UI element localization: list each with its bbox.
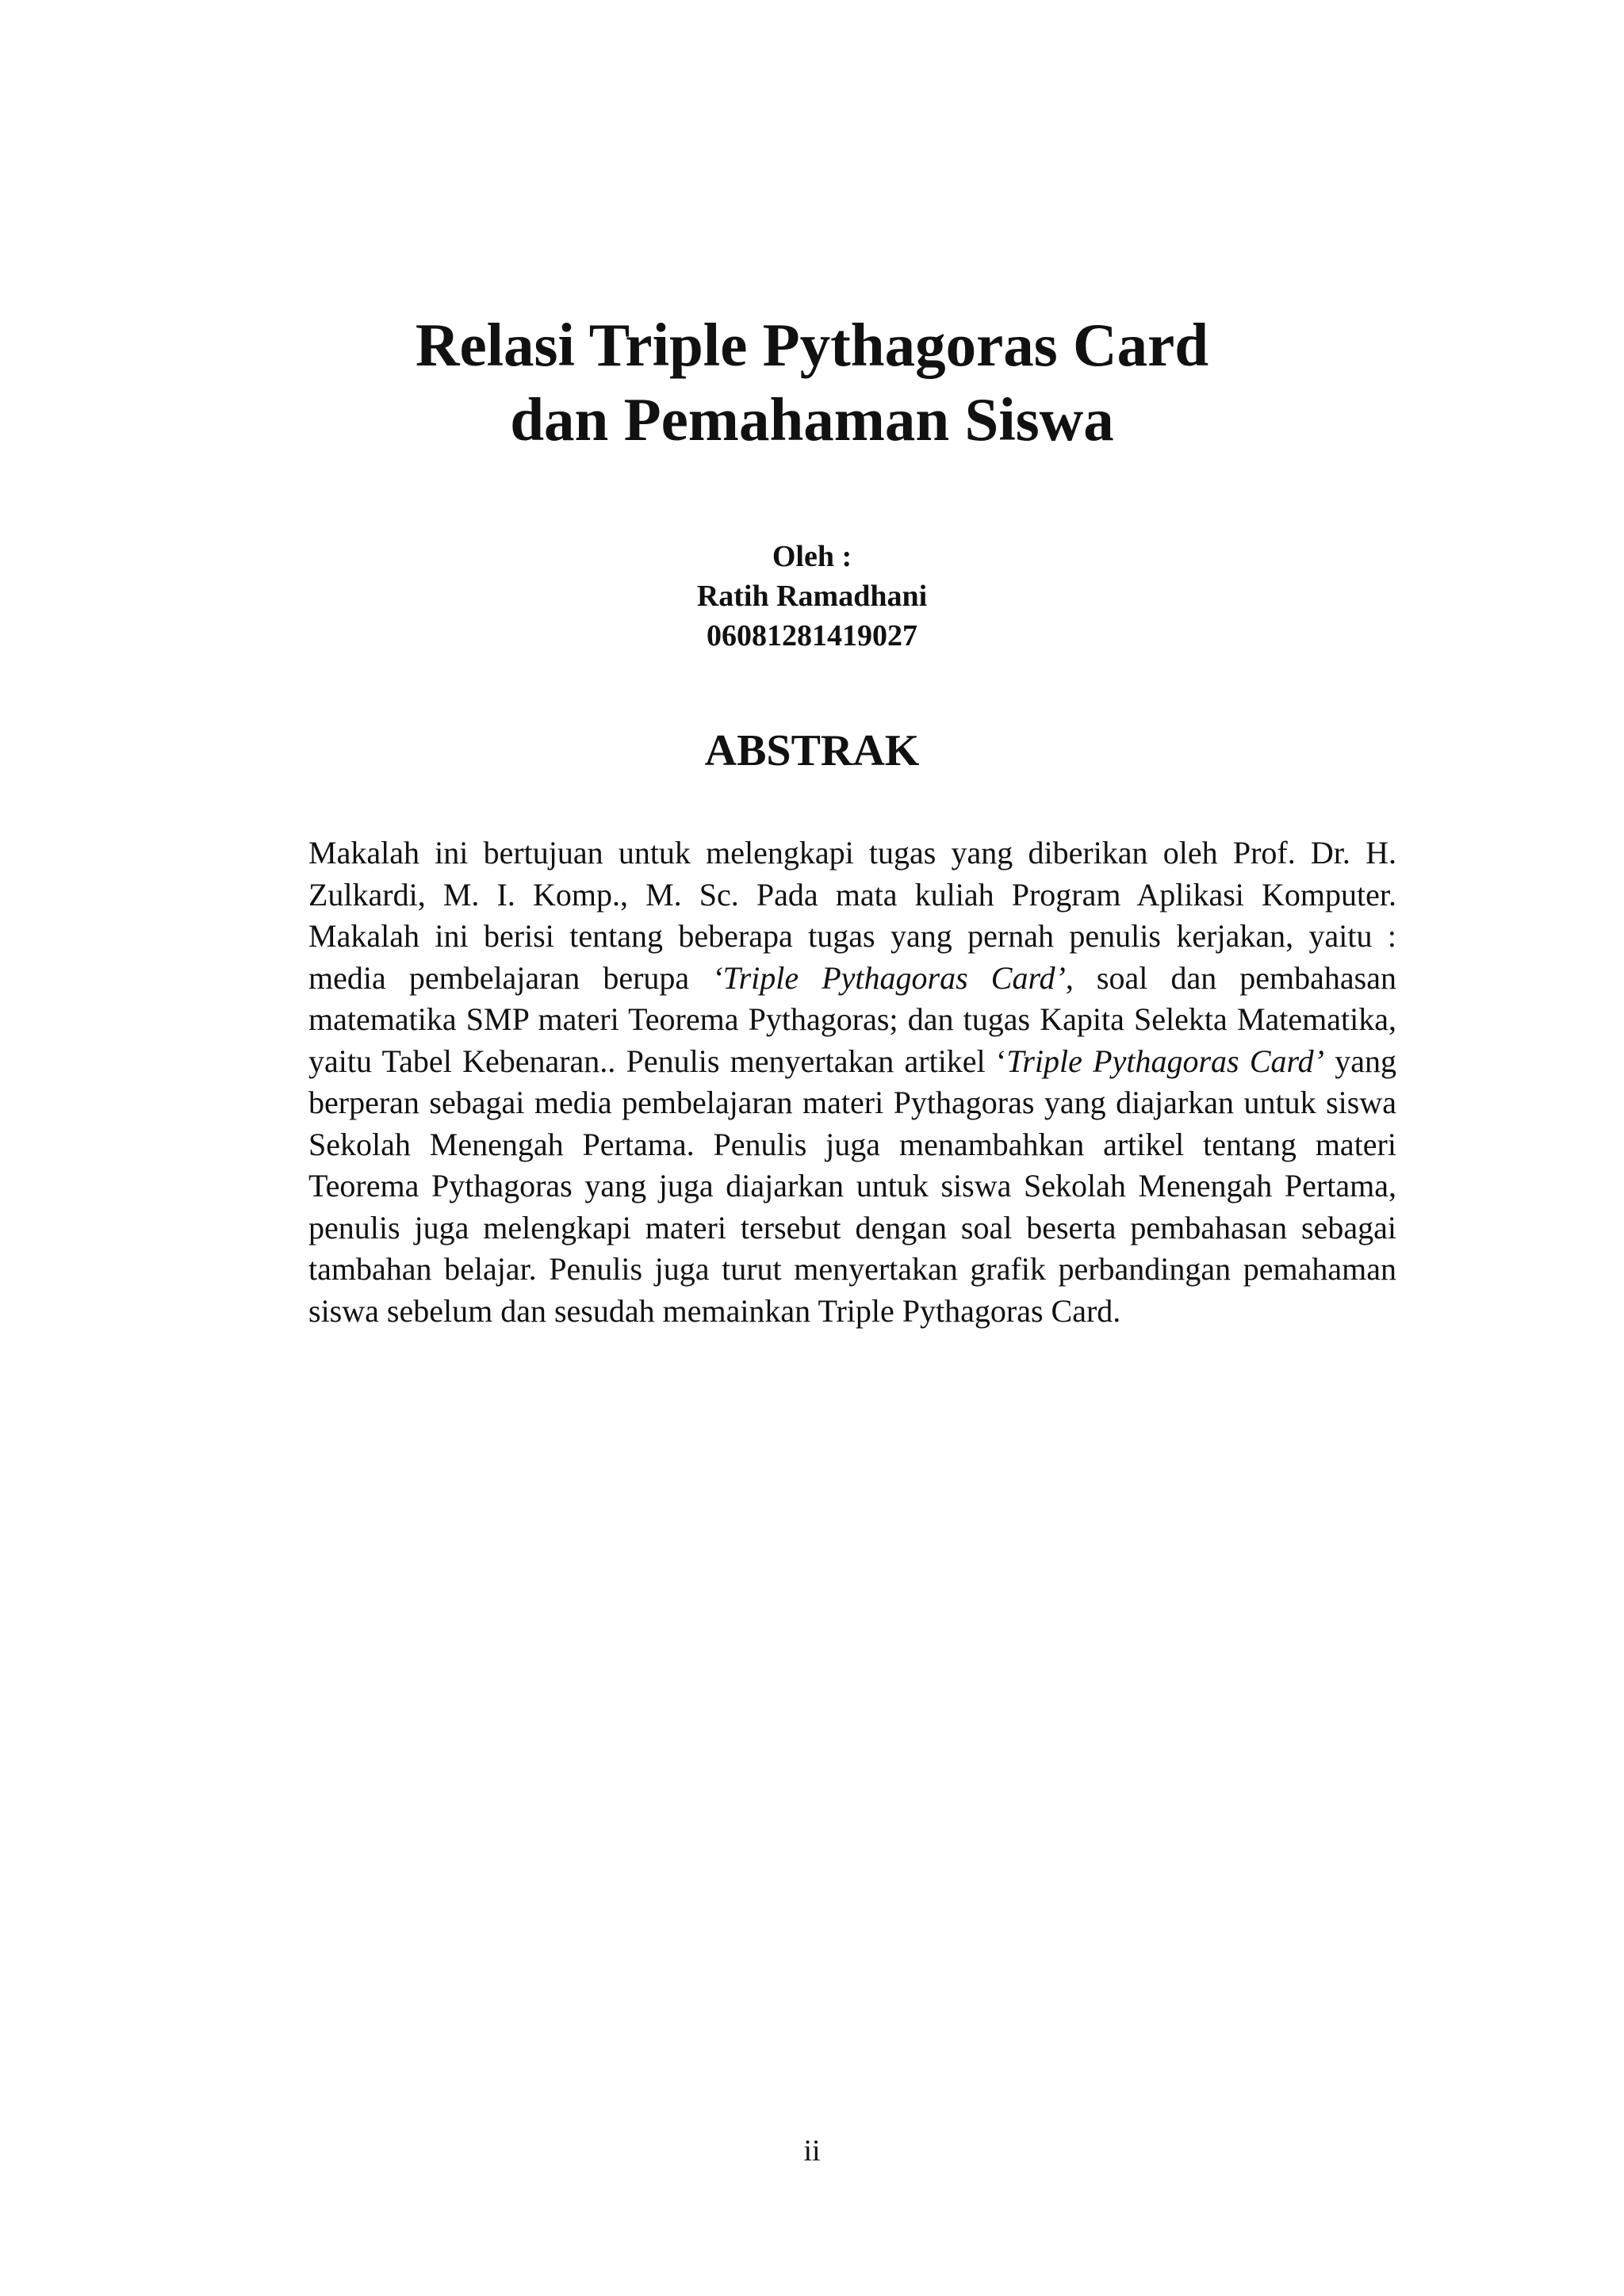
author-by-label: Oleh : — [772, 540, 852, 573]
page-number: ii — [803, 2134, 821, 2168]
abstract-heading: ABSTRAK — [704, 726, 920, 775]
title-line-1: Relasi Triple Pythagoras Card — [415, 311, 1209, 379]
abstract-italic-title-2: Triple Pythagoras Card’ — [1006, 1043, 1324, 1079]
abstract-text-part-1: Makalah ini bertujuan untuk melengkapi tugas yang diberikan oleh Prof. Dr. H. Zulkardi, M. I. Komp., M. Sc. Pada mata kuliah Program Aplikasi Komputer. Makalah ini berisi tentang beberapa tugas yang pernah penulis kerjakan, yaitu : media pembelajaran berupa — [308, 835, 1396, 996]
abstract-text-part-3: yang berperan sebagai media pembelajaran materi Pythagoras yang diajarkan untuk siswa Sekolah Menengah Pertama. Penulis juga menambahkan artikel tentang materi Teorema Pythagoras yang juga diajarkan untuk siswa Sekolah Menengah Pertama, penulis juga melengkapi materi tersebut dengan soal beserta pembahasan sebagai tambahan belajar. Penulis juga turut menyertakan grafik perbandingan pemahaman siswa sebelum dan sesudah memainkan Triple Pythagoras Card. — [308, 1043, 1396, 1329]
title-line-2: dan Pemahaman Siswa — [510, 385, 1114, 453]
author-block — [0, 537, 1624, 656]
abstract-text-part-2: , soal dan pembahasan matematika SMP materi Teorema Pythagoras; dan tugas Kapita Selekta Matematika, yaitu Tabel Kebenaran.. Penulis menyertakan artikel ‘ — [308, 959, 1396, 1079]
abstract-italic-title-1: ‘Triple Pythagoras Card’ — [712, 959, 1066, 996]
author-student-id: 06081281419027 — [707, 619, 917, 652]
author-name: Ratih Ramadhani — [696, 580, 928, 613]
abstract-paragraph — [308, 832, 1396, 1332]
document-title — [0, 308, 1624, 457]
